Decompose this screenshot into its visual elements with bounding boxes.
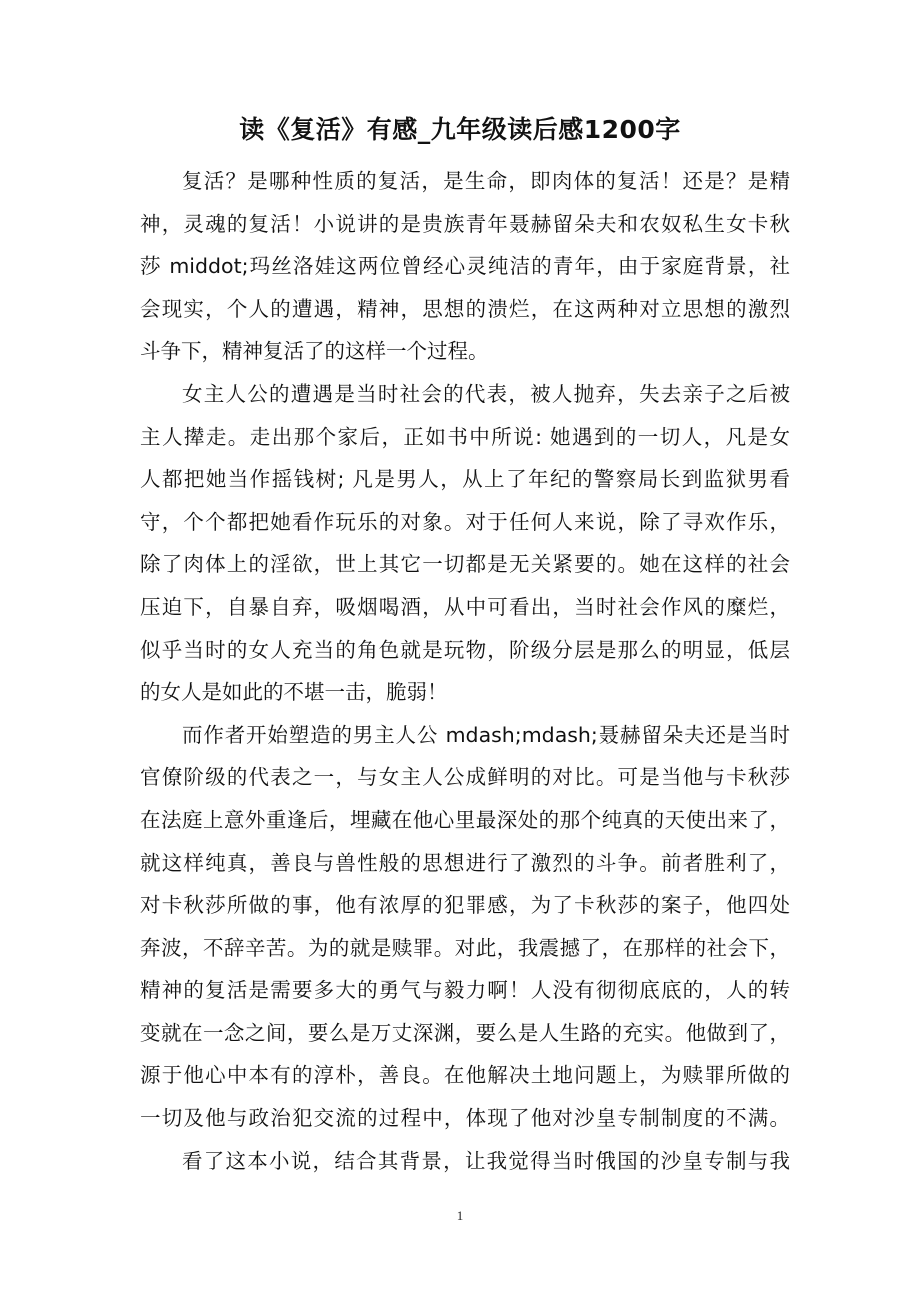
text-line: 神，灵魂的复活！小说讲的是贵族青年聂赫留朵夫和农奴私生女卡秋 [140,211,790,236]
paragraph-3 [140,714,790,1140]
paragraph-2 [140,373,790,714]
text-line: 源于他心中本有的淳朴，善良。在他解决土地问题上，为赎罪所做的 [140,1063,790,1088]
text-line: 的女人是如此的不堪一击，脆弱！ [140,680,448,705]
text-line: 就这样纯真，善良与兽性般的思想进行了激烈的斗争。前者胜利了， [140,850,790,875]
text-line: 守，个个都把她看作玩乐的对象。对于任何人来说，除了寻欢作乐， [140,509,790,534]
text-line: 人都把她当作摇钱树; 凡是男人，从上了年纪的警察局长到监狱男看 [140,467,790,492]
text-line: 一切及他与政治犯交流的过程中，体现了他对沙皇专制制度的不满。 [140,1106,790,1131]
page-number: 1 [456,1208,464,1223]
text-line: 莎 middot;玛丝洛娃这两位曾经心灵纯洁的青年，由于家庭背景，社 [140,254,790,279]
paragraph-4 [140,1140,790,1183]
document-title: 读《复活》有感_九年级读后感1200字 [239,115,681,144]
text-line: 看了这本小说，结合其背景，让我觉得当时俄国的沙皇专制与我 [182,1148,790,1173]
document-body [140,160,790,1182]
text-line: 而作者开始塑造的男主人公 mdash;mdash;聂赫留朵夫还是当时 [182,722,790,747]
text-line: 精神的复活是需要多大的勇气与毅力啊！人没有彻彻底底的，人的转 [140,978,790,1003]
paragraph-1 [140,160,790,373]
text-line: 奔波，不辞辛苦。为的就是赎罪。对此，我震撼了，在那样的社会下， [140,935,790,960]
text-line: 压迫下，自暴自弃，吸烟喝酒，从中可看出，当时社会作风的糜烂， [140,594,790,619]
text-line: 官僚阶级的代表之一，与女主人公成鲜明的对比。可是当他与卡秋莎 [140,765,790,790]
text-line: 斗争下，精神复活了的这样一个过程。 [140,339,489,364]
text-line: 对卡秋莎所做的事，他有浓厚的犯罪感，为了卡秋莎的案子，他四处 [140,893,790,918]
text-line: 主人撵走。走出那个家后，正如书中所说: 她遇到的一切人，凡是女 [140,424,790,449]
text-line: 变就在一念之间，要么是万丈深渊，要么是人生路的充实。他做到了， [140,1020,790,1045]
text-line: 会现实，个人的遭遇，精神，思想的溃烂，在这两种对立思想的激烈 [140,296,790,321]
text-line: 似乎当时的女人充当的角色就是玩物，阶级分层是那么的明显，低层 [140,637,790,662]
text-line: 在法庭上意外重逢后，埋藏在他心里最深处的那个纯真的天使出来了， [140,807,790,832]
text-line: 除了肉体上的淫欲，世上其它一切都是无关紧要的。她在这样的社会 [140,552,790,577]
text-line: 女主人公的遭遇是当时社会的代表，被人抛弃，失去亲子之后被 [182,381,790,406]
text-line: 复活？是哪种性质的复活，是生命，即肉体的复活！还是？是精 [182,169,790,193]
